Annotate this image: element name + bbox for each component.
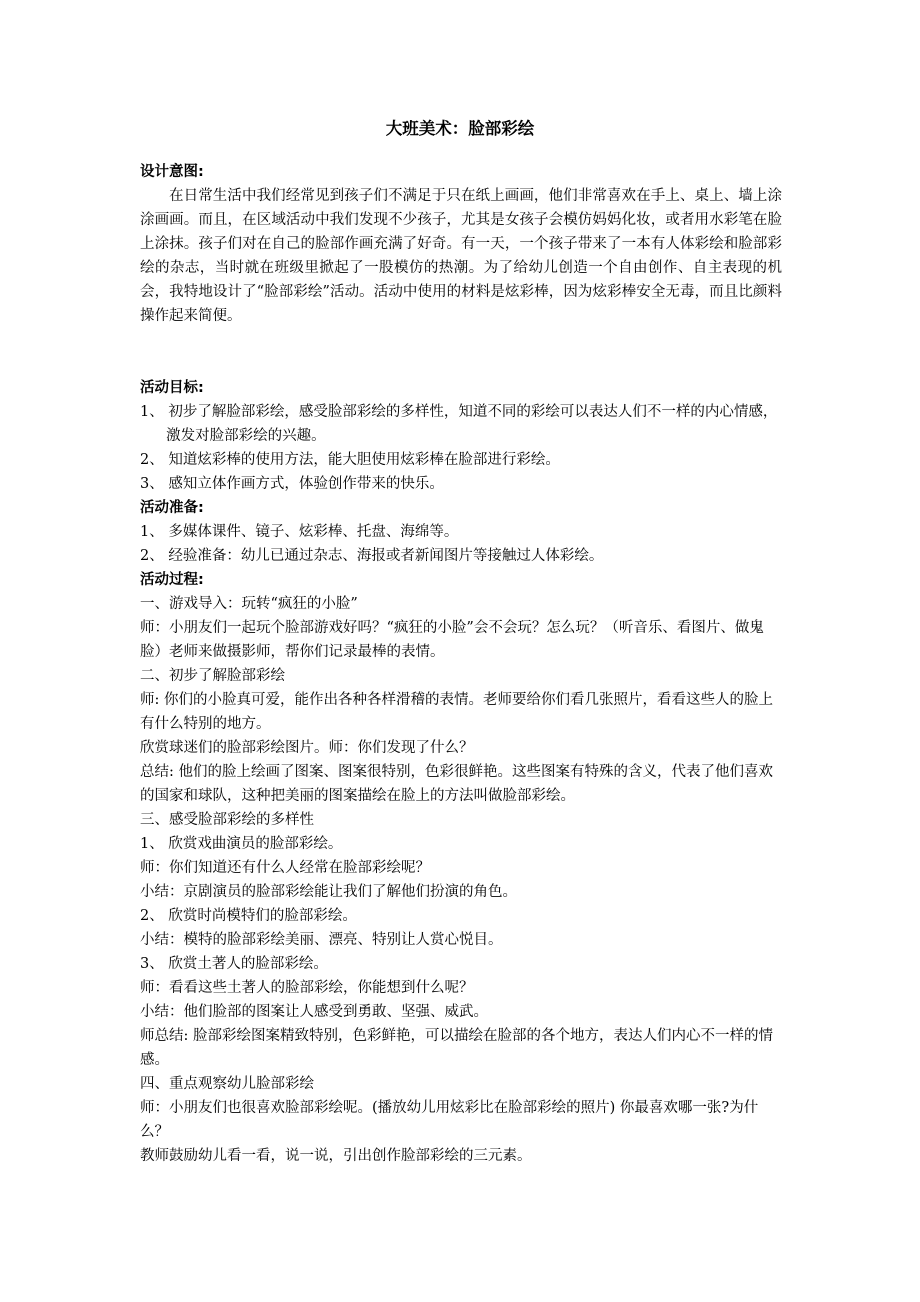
document-title: 大班美术：脸部彩绘 — [385, 119, 535, 138]
process-line: 师：你们知道还有什么人经常在脸部彩绘呢？ — [140, 860, 430, 876]
goal-item: 1、 初步了解脸部彩绘，感受脸部彩绘的多样性，知道不同的彩绘可以表达人们不一样的内心情感，激发对脸部彩绘的兴趣。 — [140, 404, 778, 444]
process-step-heading: 三、感受脸部彩绘的多样性 — [140, 812, 314, 828]
process-step-heading: 四、重点观察幼儿脸部彩绘 — [140, 1076, 314, 1092]
design-intent-heading: 设计意图: — [140, 164, 204, 180]
process-line: 小结：他们脸部的图案让人感受到勇敢、坚强、威武。 — [140, 1004, 488, 1020]
preparation-item: 2、 经验准备：幼儿已通过杂志、海报或者新闻图片等接触过人体彩绘。 — [140, 548, 604, 564]
process-line: 师总结: 脸部彩绘图案精致特别，色彩鲜艳，可以描绘在脸部的各个地方，表达人们内心不一样的情感。 — [140, 1028, 773, 1068]
process-line: 1、 欣赏戏曲演员的脸部彩绘。 — [140, 836, 343, 852]
preparation-item: 1、 多媒体课件、镜子、炫彩棒、托盘、海绵等。 — [140, 524, 459, 540]
process-line: 小结：京剧演员的脸部彩绘能让我们了解他们扮演的角色。 — [140, 884, 517, 900]
goal-item: 2、 知道炫彩棒的使用方法，能大胆使用炫彩棒在脸部进行彩绘。 — [140, 452, 560, 468]
process-line: 3、 欣赏土著人的脸部彩绘。 — [140, 956, 328, 972]
process-line: 师：小朋友们也很喜欢脸部彩绘呢。(播放幼儿用炫彩比在脸部彩绘的照片) 你最喜欢哪一张?为什么？ — [140, 1100, 759, 1140]
process-line: 总结: 他们的脸上绘画了图案、图案很特别，色彩很鲜艳。这些图案有特殊的含义，代表了他们喜欢的国家和球队，这种把美丽的图案描绘在脸上的方法叫做脸部彩绘。 — [140, 764, 773, 804]
goal-item: 3、 感知立体作画方式，体验创作带来的快乐。 — [140, 476, 444, 492]
process-line: 师：小朋友们一起玩个脸部游戏好吗？“疯狂的小脸”会不会玩？怎么玩？（听音乐、看图片、做鬼脸）老师来做摄影师，帮你们记录最棒的表情。 — [140, 620, 764, 660]
process-step-heading: 二、初步了解脸部彩绘 — [140, 668, 285, 684]
process-step-heading: 一、游戏导入：玩转“疯狂的小脸” — [140, 596, 358, 612]
process-line: 小结：模特的脸部彩绘美丽、漂亮、特别让人赏心悦目。 — [140, 932, 503, 948]
preparation-heading: 活动准备: — [140, 500, 204, 516]
process-line: 师: 你们的小脸真可爱，能作出各种各样滑稽的表情。老师要给你们看几张照片，看看这些人的脸上有什么特别的地方。 — [140, 692, 773, 732]
goals-heading: 活动目标: — [140, 380, 204, 396]
process-line: 教师鼓励幼儿看一看，说一说，引出创作脸部彩绘的三元素。 — [140, 1148, 532, 1164]
process-line: 欣赏球迷们的脸部彩绘图片。师：你们发现了什么？ — [140, 740, 474, 756]
process-heading: 活动过程: — [140, 572, 204, 588]
document-body — [140, 160, 782, 1168]
design-intent-paragraph: 在日常生活中我们经常见到孩子们不满足于只在纸上画画，他们非常喜欢在手上、桌上、墙上涂涂画画。而且，在区域活动中我们发现不少孩子，尤其是女孩子会模仿妈妈化妆，或者用水彩笔在脸上涂抹。孩子们对在自己的脸部作画充满了好奇。有一天，一个孩子带来了一本有人体彩绘和脸部彩绘的杂志，当时就在班级里掀起了一股模仿的热潮。为了给幼儿创造一个自由创作、自主表现的机会，我特地设计了“脸部彩绘”活动。活动中使用的材料是炫彩棒，因为炫彩棒安全无毒，而且比颜料操作起来简便。 — [140, 188, 782, 324]
process-line: 师：看看这些土著人的脸部彩绘，你能想到什么呢？ — [140, 980, 474, 996]
spacer — [140, 328, 782, 376]
process-line: 2、 欣赏时尚模特们的脸部彩绘。 — [140, 908, 357, 924]
